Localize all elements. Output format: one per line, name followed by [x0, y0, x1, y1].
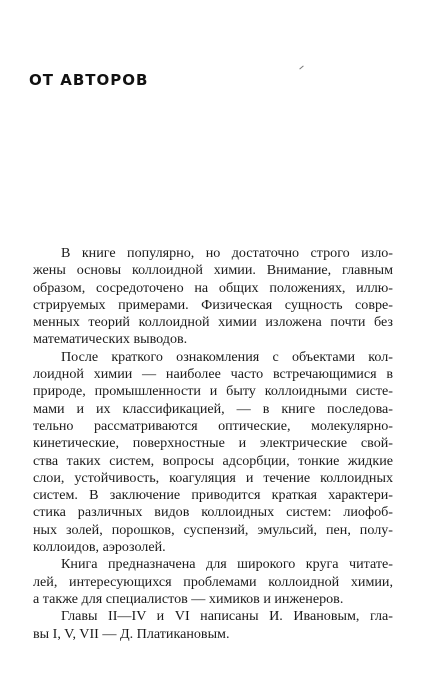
- text-line: Главы II—IV и VI написаны И. Ивановым, гла-: [61, 608, 393, 625]
- text-line: лей, интересующихся проблемами коллоидной химии,: [33, 573, 393, 590]
- paragraph: [33, 349, 393, 557]
- page-heading: ОТ АВТОРОВ: [29, 71, 149, 89]
- text-line: ных золей, порошков, суспензий, эмульсий, пен, полу-: [33, 521, 393, 538]
- preface-text: [33, 245, 393, 643]
- paragraph: [33, 245, 393, 349]
- text-line: вы I, V, VII — Д. Платикановым.: [33, 625, 230, 642]
- text-line: ства таких систем, вопросы адсорбции, тонкие жидкие: [33, 452, 393, 469]
- text-line: менных теорий коллоидной химии изложена почти без: [33, 314, 393, 331]
- text-line: После краткого ознакомления с объектами кол-: [61, 348, 393, 365]
- text-line: коллоидов, аэрозолей.: [33, 539, 166, 556]
- text-line: лоидной химии — наиболее часто встречающимися в: [33, 366, 393, 383]
- text-line: Книга предназначена для широкого круга читате-: [61, 556, 393, 573]
- text-line: а также для специалистов — химиков и инженеров.: [33, 590, 344, 607]
- text-line: тельно рассматриваются оптические, молекулярно-: [33, 417, 393, 434]
- paragraph: [33, 608, 393, 643]
- text-line: мами и их классификацией, — в книге последова-: [33, 400, 393, 417]
- text-line: систем. В заключение приводится краткая характери-: [33, 487, 393, 504]
- text-line: математических выводов.: [33, 331, 188, 348]
- text-line: стика различных видов коллоидных систем: лиофоб-: [33, 504, 393, 521]
- text-line: стрируемых примерами. Физическая сущность совре-: [33, 296, 393, 313]
- text-line: В книге популярно, но достаточно строго изло-: [61, 245, 393, 261]
- text-line: кинетические, поверхностные и электрические свой-: [33, 435, 393, 452]
- text-line: образом, сосредоточено на общих положениях, иллю-: [33, 279, 393, 296]
- print-speck: [299, 66, 303, 70]
- text-line: жены основы коллоидной химии. Внимание, главным: [33, 262, 393, 279]
- paragraph: [33, 556, 393, 608]
- text-line: слои, устойчивость, коагуляция и течение коллоидных: [33, 469, 393, 486]
- text-line: природе, промышленности и быту коллоидными систе-: [33, 383, 393, 400]
